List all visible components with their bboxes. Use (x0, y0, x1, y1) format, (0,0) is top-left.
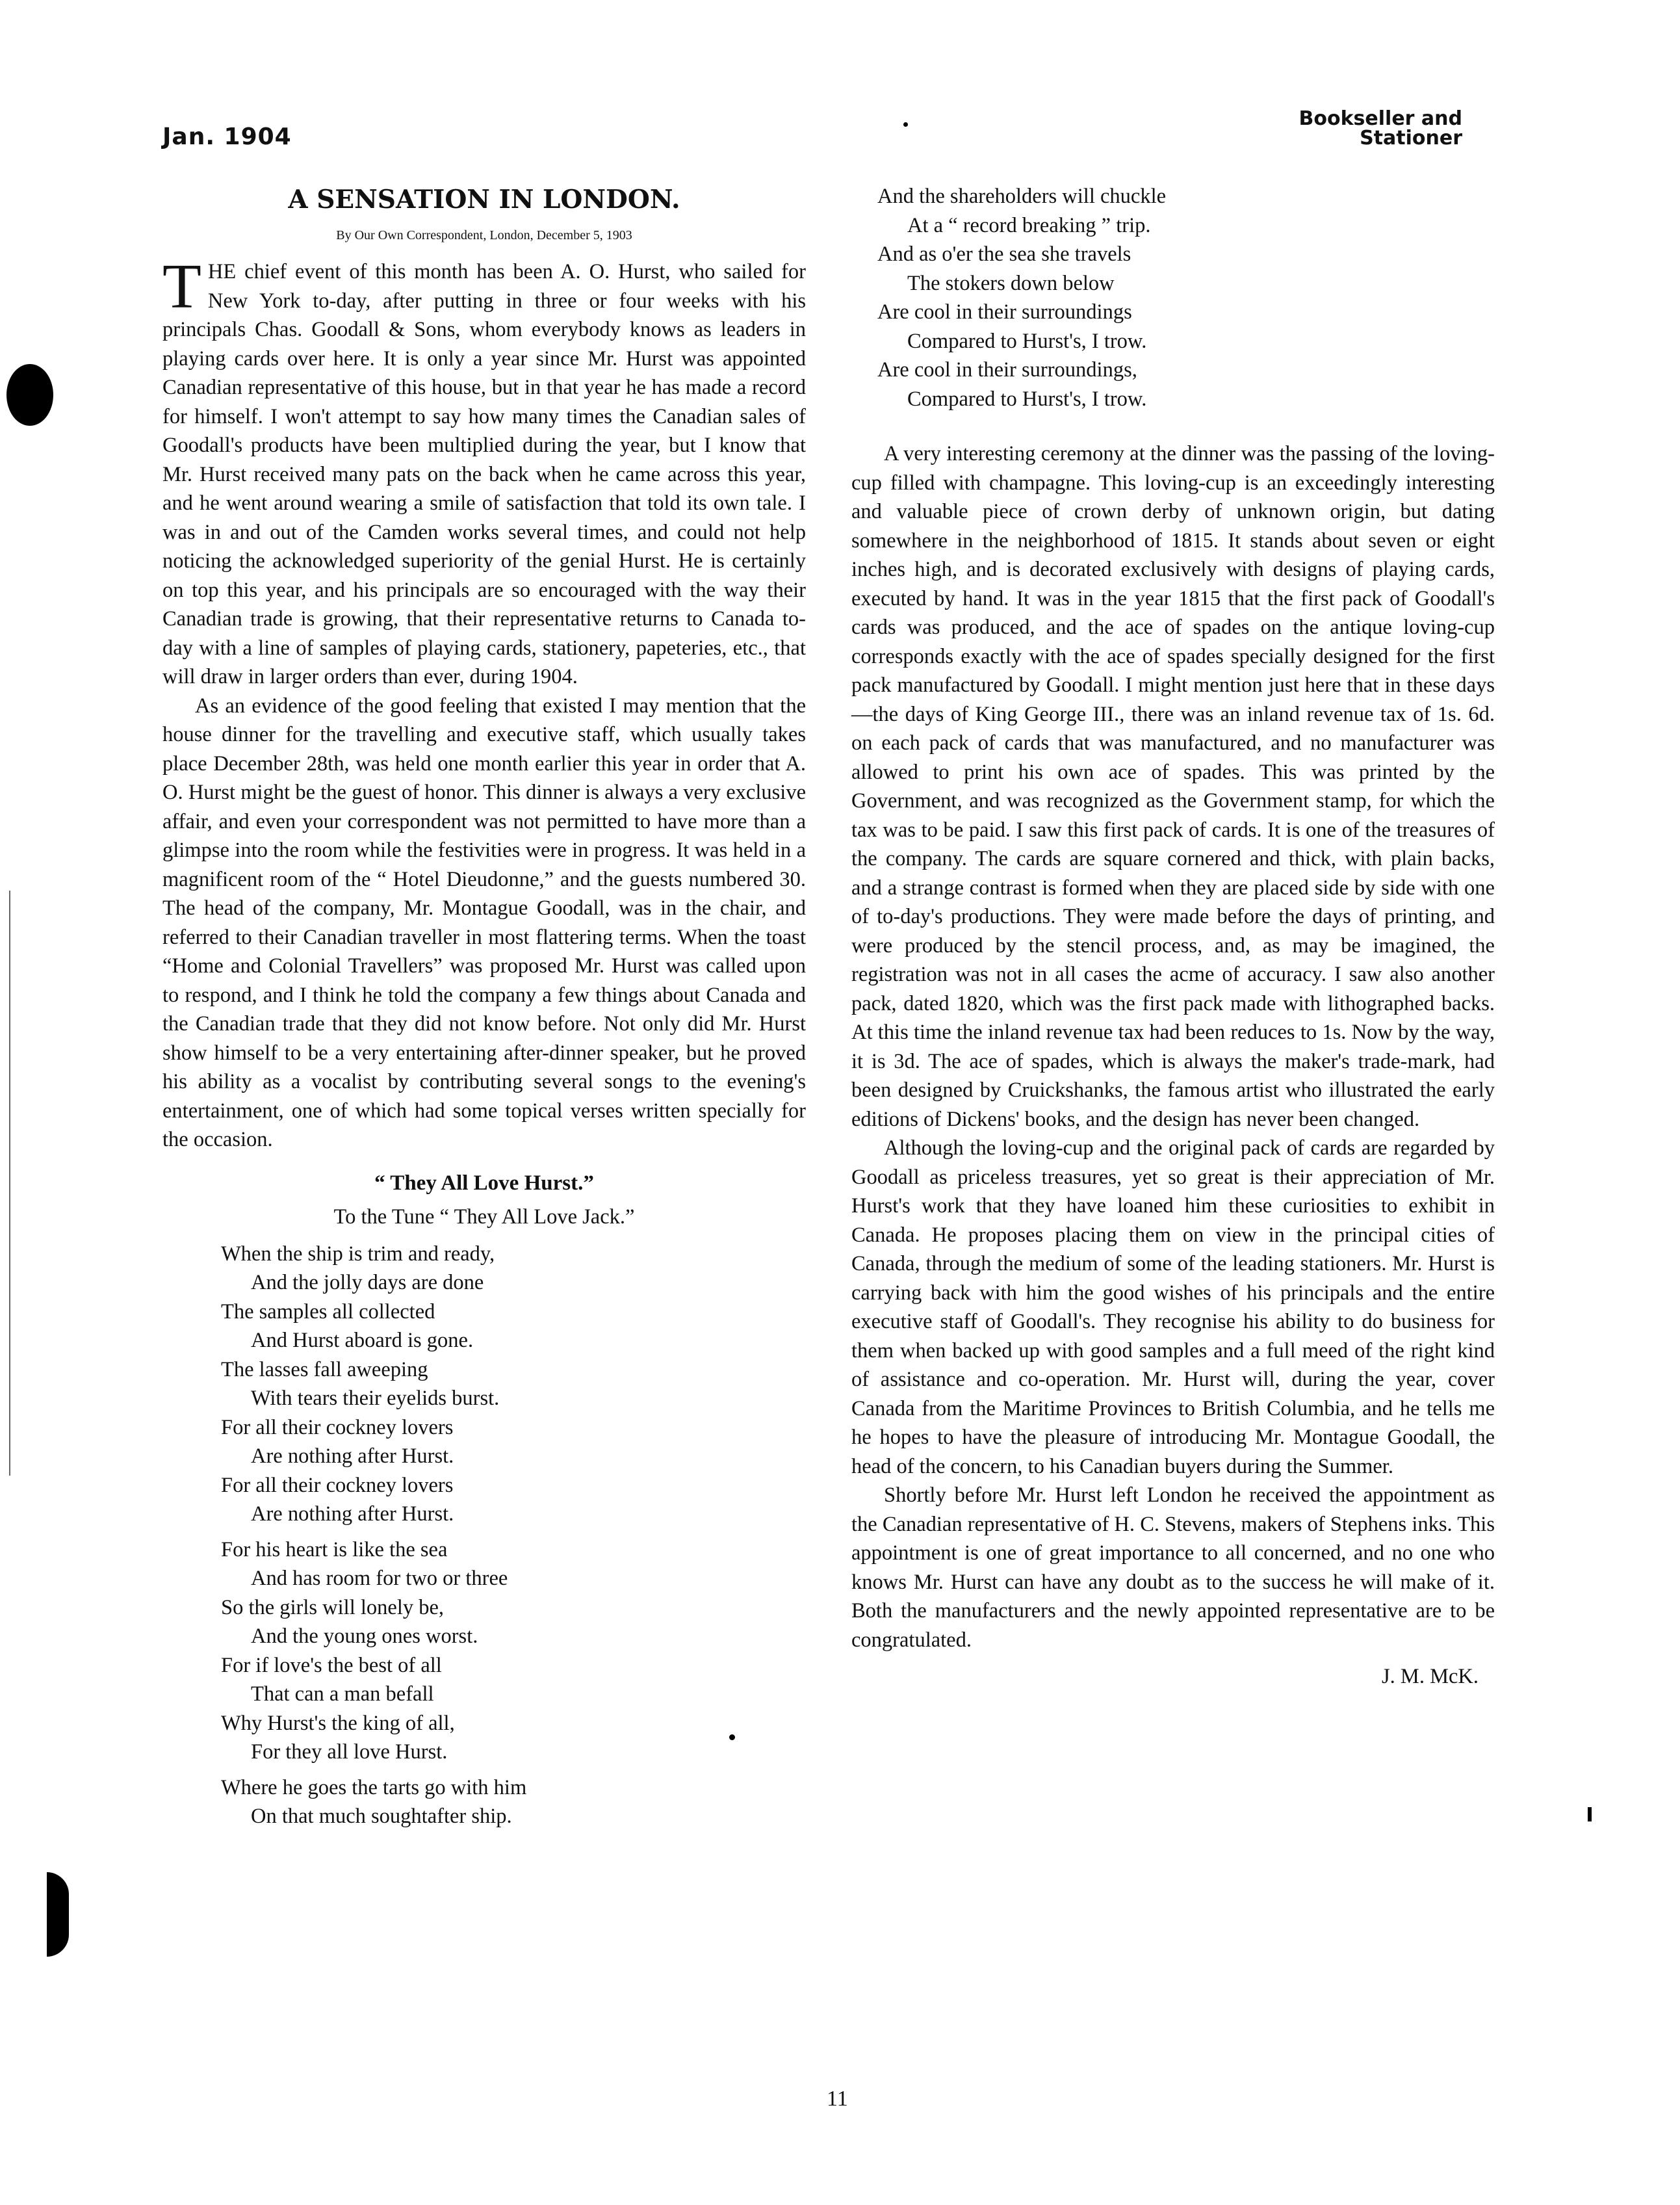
verse-line: And as o'er the sea she travels (877, 242, 1131, 266)
verse-line: And the shareholders will chuckle (877, 185, 1167, 208)
article-byline: By Our Own Correspondent, London, December 5, 1903 (336, 228, 632, 242)
binder-edge-mark (47, 1872, 69, 1957)
verse-line: That can a man befall (251, 1682, 434, 1706)
verse-line: For his heart is like the sea (221, 1537, 448, 1561)
binder-hole-mark (6, 364, 53, 426)
verse-line: So the girls will lonely be, (221, 1595, 445, 1619)
publication-name (1235, 109, 1462, 148)
author-signature: J. M. McK. (1382, 1665, 1479, 1688)
song-title: “ They All Love Hurst.” (374, 1171, 594, 1195)
verse-line: Are nothing after Hurst. (251, 1502, 454, 1526)
publication-line-2: Stationer (1360, 127, 1462, 150)
verse-line: Compared to Hurst's, I trow. (907, 387, 1147, 411)
verse-line: For all their cockney lovers (221, 1415, 454, 1439)
verse-line: Are cool in their surroundings, (877, 358, 1137, 382)
verse-line: For all their cockney lovers (221, 1473, 454, 1497)
verse-line: The samples all collected (221, 1299, 435, 1324)
verse-line: With tears their eyelids burst. (251, 1387, 500, 1410)
page-number: 11 (827, 2087, 848, 2111)
verse-line: And the jolly days are done (251, 1271, 484, 1294)
verse-line: Are nothing after Hurst. (251, 1444, 454, 1468)
right-column (851, 182, 1495, 1691)
paragraph-1-text: HE chief event of this month has been A. O. Hurst, who sailed for New York to-day, after putting in three or four weeks with his principals Chas. Goodall & Sons, whom everybody knows as leaders in playing cards over here. It is only a year since Mr. Hurst was appointed Canadian representative of this house, but in that year he has made a record for himself. I won't attempt to say how many times the Canadian sales of Goodall's products have been multiplied during the year, but I know that Mr. Hurst received many pats on the back when he came across this year, and he went around wearing a smile of satisfaction that told its own tale. I was in and out of the Camden works several times, and could not help noticing the acknowledged superiority of the genial Hurst. He is certainly on top this year, and his principals are so encouraged with the way their Canadian trade is growing, that their representative returns to Canada to-day with a line of samples of playing cards, stationery, papeteries, etc., that will draw in larger orders than ever, during 1904. (162, 260, 806, 688)
verse-line: Compared to Hurst's, I trow. (907, 329, 1147, 353)
verse-line: Are cool in their surroundings (877, 300, 1132, 324)
verse-line: When the ship is trim and ready, (221, 1242, 495, 1266)
margin-speck (903, 122, 908, 127)
verse-line: Why Hurst's the king of all, (221, 1711, 455, 1735)
article-title: A SENSATION IN LONDON. (288, 185, 680, 215)
verse-line: And the young ones worst. (251, 1624, 478, 1648)
verse-line: The lasses fall aweeping (221, 1357, 428, 1381)
article-paragraph-5: Shortly before Mr. Hurst left London he received the appointment as the Canadian representative of H. C. Stevens, makers of Stephens inks. This appointment is one of great importance to all concerned, and no one who knows Mr. Hurst can have any doubt as to the success he will make of it. Both the manufacturers and the newly appointed representative are to be congratulated. (851, 1483, 1495, 1652)
margin-speck (1588, 1807, 1592, 1821)
publication-line-1: Bookseller and (1299, 107, 1462, 130)
verse-line: Where he goes the tarts go with him (221, 1775, 527, 1799)
article-paragraph-1 (162, 252, 806, 692)
drop-cap: T (162, 252, 201, 322)
article-paragraph-2: As an evidence of the good feeling that existed I may mention that the house dinner for the travelling and executive staff, which usually takes place December 28th, was held one month earlier this year in order that A. O. Hurst might be the guest of honor. This dinner is always a very exclusive affair, and even your correspondent was not permitted to have more than a glimpse into the room while the festivities were in progress. It was held in a magnificent room of the “ Hotel Dieudonne,” and the guests numbered 30. The head of the company, Mr. Montague Goodall, was in the chair, and referred to their Canadian traveller in most flattering terms. When the toast “Home and Colonial Travellers” was proposed Mr. Hurst was called upon to respond, and I think he told the company a few things about Canada and the Canadian trade that they did not know before. Not only did Mr. Hurst show himself to be a very entertaining after-dinner speaker, but he proved his ability as a vocalist by contributing several songs to the evening's entertainment, one of which had some topical verses written specially for the occasion. (162, 694, 806, 1151)
song-verse-1 (162, 1240, 806, 1529)
binder-edge-line (9, 891, 10, 1476)
song-tune: To the Tune “ They All Love Jack.” (333, 1205, 635, 1229)
verse-line: And has room for two or three (251, 1567, 508, 1590)
left-column (162, 182, 806, 1838)
article-paragraph-3: A very interesting ceremony at the dinner was the passing of the loving-cup filled with champagne. This loving-cup is an exceedingly interesting and valuable piece of crown derby of unknown origin, but dating somewhere in the neighborhood of 1815. It stands about seven or eight inches high, and is decorated exclusively with designs of playing cards, executed by hand. It was in the year 1815 that the first pack of Goodall's cards was produced, and the ace of spades on the antique loving-cup corresponds exactly with the ace of spades specially designed for the first pack manufactured by Goodall. I might mention just here that in these days—the days of King George III., there was an inland revenue tax of 1s. 6d. on each pack of cards that was manufactured, and no manufacturer was allowed to print his own ace of spades. This was printed by the Government, and was recognized as the Government stamp, for which the tax was to be paid. I saw this first pack of cards. It is one of the treasures of the company. The cards are square cornered and thick, with plain backs, and a strange contrast is formed when they are placed side by side with one of to-day's productions. They were made before the days of printing, and were produced by the stencil process, and, as may be imagined, the registration was not in all cases the acme of accuracy. I saw also another pack, dated 1820, which was the first pack made with lithographed backs. At this time the inland revenue tax had been reduces to 1s. Now by the way, it is 3d. The ace of spades, which is always the maker's trade-mark, had been designed by Cruickshanks, the famous artist who illustrated the early editions of Dickens' books, and the design has never been changed. (851, 442, 1495, 1131)
verse-line: On that much soughtafter ship. (251, 1805, 512, 1828)
song-verse-2 (162, 1535, 806, 1767)
verse-line: For if love's the best of all (221, 1653, 442, 1677)
verse-line: And Hurst aboard is gone. (251, 1329, 474, 1352)
verse-line: The stokers down below (907, 271, 1115, 295)
song-verse-3-continued (851, 182, 1495, 413)
verse-line: For they all love Hurst. (251, 1740, 448, 1764)
issue-date: Jan. 1904 (162, 124, 292, 150)
article-paragraph-4: Although the loving-cup and the original pack of cards are regarded by Goodall as priceless treasures, yet so great is their appreciation of Mr. Hurst's work that they have loaned him these curiosities to exhibit in Canada. He proposes placing them on view in the principal cities of Canada, through the medium of some of the leading stationers. Mr. Hurst is carrying back with him the good wishes of his principals and the entire executive staff of Goodall's. They recognise his ability to do business for them when backed up with good samples and a full meed of the right kind of assistance and co-operation. Mr. Hurst will, during the year, cover Canada from the Maritime Provinces to British Columbia, and he tells me he hopes to have the pleasure of introducing Mr. Montague Goodall, the head of the concern, to his Canadian buyers during the Summer. (851, 1136, 1495, 1478)
song-verse-3 (162, 1773, 806, 1831)
verse-line: At a “ record breaking ” trip. (907, 213, 1151, 237)
